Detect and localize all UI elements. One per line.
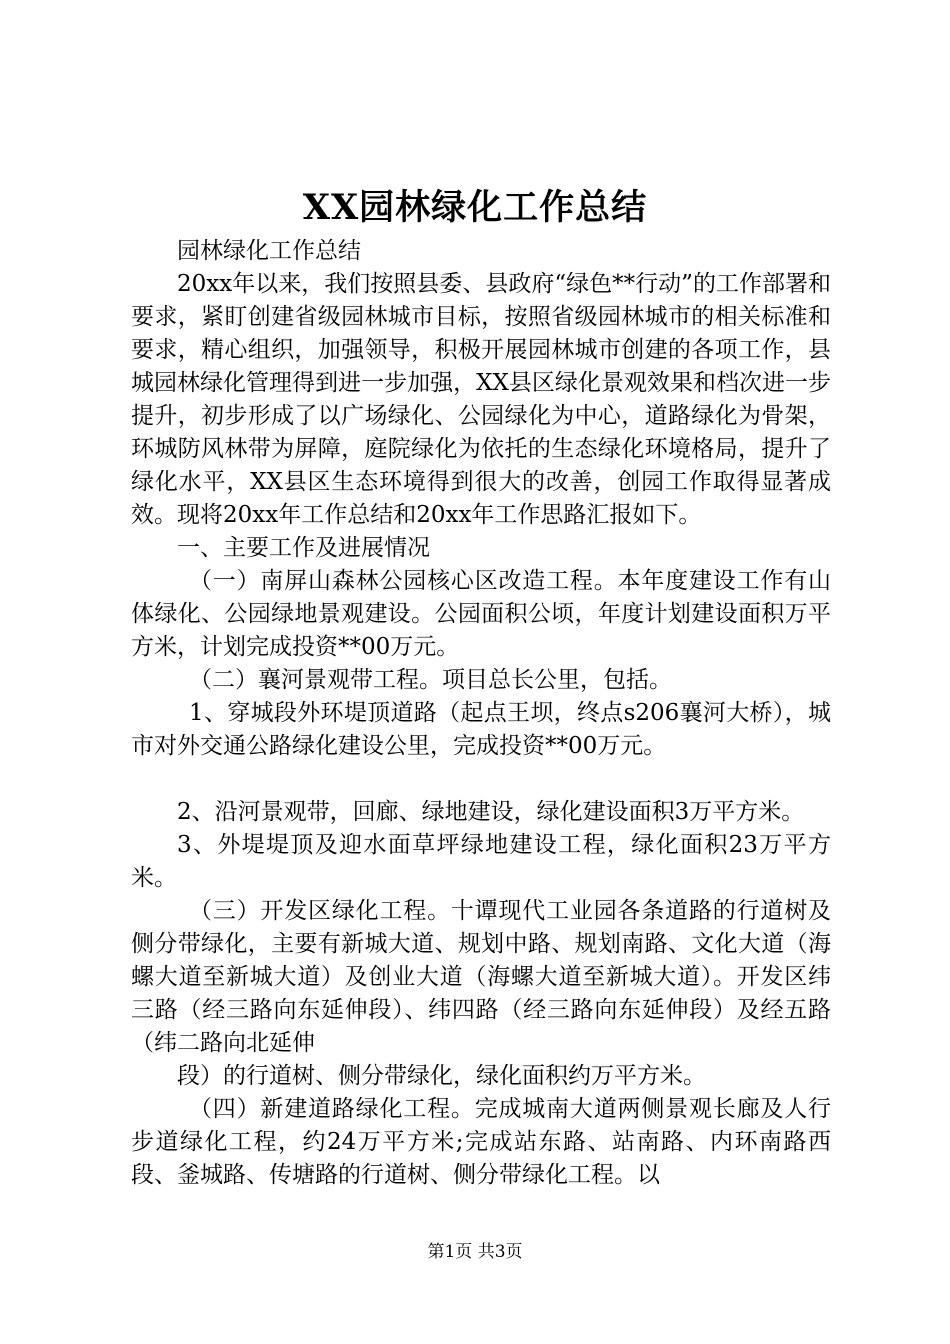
item-paragraph-4: （四）新建道路绿化工程。完成城南大道两侧景观长廊及人行步道绿化工程，约24万平方米;完成站东路、站南路、内环南路西段、釜城路、传塘路的行道树、侧分带绿化工程。以 [131, 1096, 831, 1188]
section-heading: 一、主要工作及进展情况 [177, 535, 430, 561]
subitem-paragraph-2: 2、沿河景观带，回廊、绿地建设，绿化建设面积3万平方米。 [177, 799, 805, 825]
document-body [131, 235, 831, 1192]
item-paragraph-1: （一）南屏山森林公园核心区改造工程。本年度建设工作有山体绿化、公园绿地景观建设。公园面积公顷，年度计划建设面积万平方米，计划完成投资**00万元。 [131, 568, 831, 660]
blank-line [131, 763, 831, 796]
item-paragraph-3-cont: 段）的行道树、侧分带绿化，绿化面积约万平方米。 [177, 1063, 706, 1089]
item-paragraph-2: （二）襄河景观带工程。项目总长公里，包括。 [189, 667, 672, 693]
document-title: XX园林绿化工作总结 [302, 187, 648, 228]
item-paragraph-3: （三）开发区绿化工程。十谭现代工业园各条道路的行道树及侧分带绿化，主要有新城大道、规划中路、规划南路、文化大道（海螺大道至新城大道）及创业大道（海螺大道至新城大道）。开发区纬三路（经三路向东延伸段）、纬四路（经三路向东延伸段）及经五路（纬二路向北延伸 [131, 898, 831, 1056]
subitem-paragraph-3: 3、外堤堤顶及迎水面草坪绿地建设工程，绿化面积23万平方米。 [131, 832, 831, 891]
subtitle-paragraph: 园林绿化工作总结 [177, 238, 361, 264]
intro-paragraph: 20xx年以来，我们按照县委、县政府“绿色**行动”的工作部署和要求，紧盯创建省级园林城市目标，按照省级园林城市的相关标准和要求，精心组织，加强领导，积极开展园林城市创建的各项工作，县城园林绿化管理得到进一步加强，XX县区绿化景观效果和档次进一步提升，初步形成了以广场绿化、公园绿化为中心，道路绿化为骨架，环城防风林带为屏障，庭院绿化为依托的生态绿化环境格局，提升了绿化水平，XX县区生态环境得到很大的改善，创园工作取得显著成效。现将20xx年工作总结和20xx年工作思路汇报如下。 [131, 271, 831, 528]
page-footer: 第1页 共3页 [427, 1242, 523, 1262]
subitem-paragraph-1: 1、穿城段外环堤顶道路（起点王坝，终点s206襄河大桥），城市对外交通公路绿化建设公里，完成投资**00万元。 [131, 700, 831, 759]
